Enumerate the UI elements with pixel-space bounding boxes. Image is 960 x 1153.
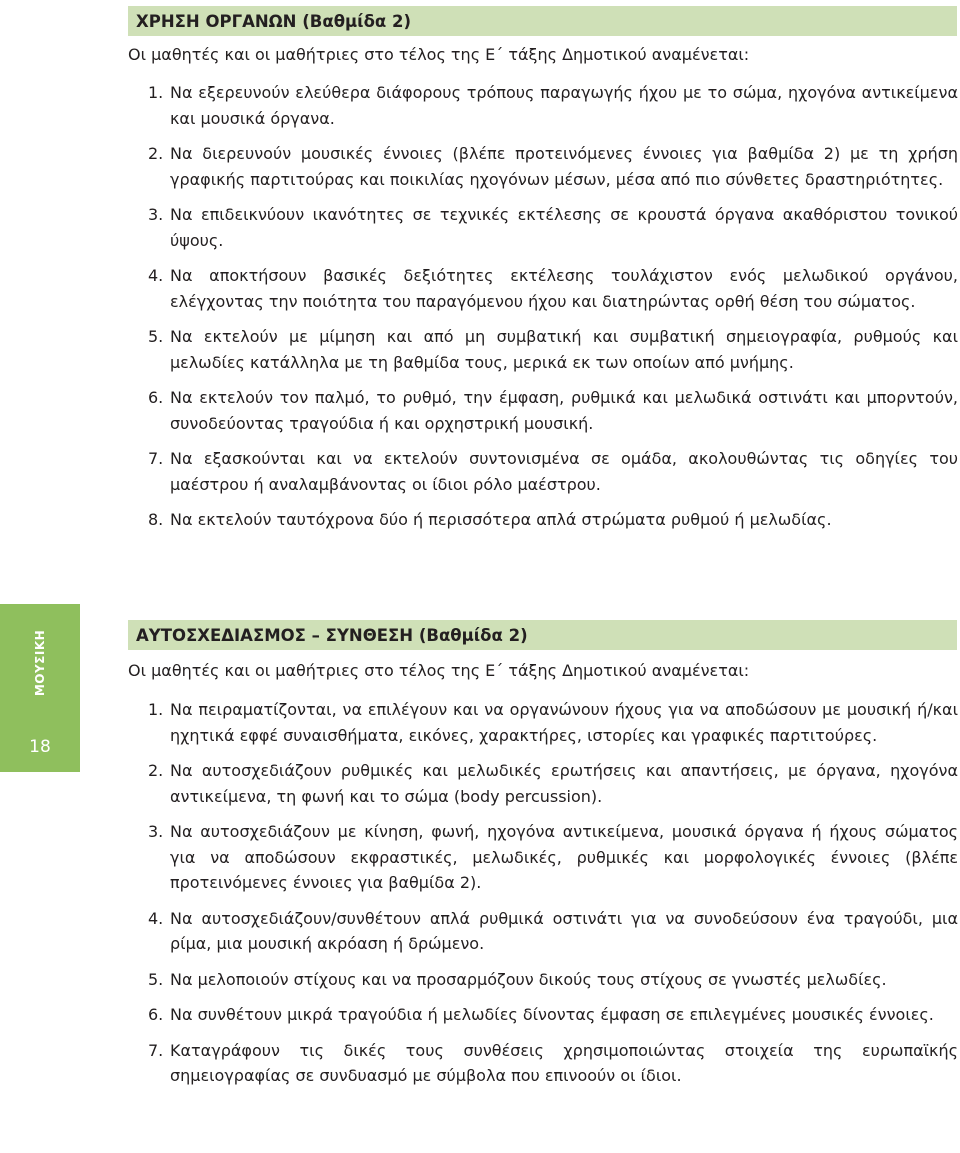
list-item: [148, 697, 958, 748]
section-heading-improvisation: [128, 620, 957, 650]
list-item: [148, 141, 958, 192]
item-text: Να αποκτήσουν βασικές δεξιότητες εκτέλεσης τουλάχιστον ενός μελωδικού οργάνου, ελέγχοντας την ποιότητα του παραγόμενου ήχου και διατηρώντας ορθή θέση του σώματος.: [170, 266, 958, 311]
item-text: Να πειραματίζονται, να επιλέγουν και να οργανώνουν ήχους για να αποδώσουν με μουσική ή/και ηχητικά εφφέ συναισθήματα, εικόνες, χαρακτήρες, ιστορίες και γραφικές παρτιτούρες.: [170, 700, 958, 745]
list-item: [148, 1038, 958, 1089]
item-text: Να εξερευνούν ελεύθερα διάφορους τρόπους παραγωγής ήχου με το σώμα, ηχογόνα αντικείμενα και μουσικά όργανα.: [170, 83, 958, 128]
item-text: Να διερευνούν μουσικές έννοιες (βλέπε προτεινόμενες έννοιες για βαθμίδα 2) με τη χρήση γραφικής παρτιτούρας και ποικιλίας ηχογόνων μέσων, μέσα από πιο σύνθετες δραστηριότητες.: [170, 144, 958, 189]
objectives-list-instruments: [148, 80, 958, 543]
section-heading-instruments: [128, 6, 957, 36]
item-number: 5.: [148, 327, 164, 346]
list-item: [148, 819, 958, 896]
item-number: 2.: [148, 761, 164, 780]
item-number: 4.: [148, 266, 164, 285]
item-number: 1.: [148, 700, 164, 719]
item-number: 3.: [148, 822, 164, 841]
item-number: 7.: [148, 449, 164, 468]
item-text: Να εξασκούνται και να εκτελούν συντονισμένα σε ομάδα, ακολουθώντας τις οδηγίες του μαέστρου ή αναλαμβάνοντας οι ίδιοι ρόλο μαέστρου.: [170, 449, 958, 494]
list-item: [148, 80, 958, 131]
section-title: ΑΥΤΟΣΧΕΔΙΑΣΜΟΣ – ΣΥΝΘΕΣΗ (Βαθμίδα 2): [136, 625, 528, 645]
item-text: Να συνθέτουν μικρά τραγούδια ή μελωδίες δίνοντας έμφαση σε επιλεγμένες μουσικές έννοιες.: [170, 1005, 934, 1024]
item-number: 3.: [148, 205, 164, 224]
item-text: Να αυτοσχεδιάζουν με κίνηση, φωνή, ηχογόνα αντικείμενα, μουσικά όργανα ή ήχους σώματος για να αποδώσουν εκφραστικές, μελωδικές, ρυθμικές και μορφολογικές έννοιες (βλέπε προτεινόμενες έννοιες για βαθμίδα 2).: [170, 822, 958, 892]
objectives-list-improvisation: [148, 697, 958, 1099]
section-title: ΧΡΗΣΗ ΟΡΓΑΝΩΝ (Βαθμίδα 2): [136, 11, 412, 31]
item-text: Να αυτοσχεδιάζουν ρυθμικές και μελωδικές ερωτήσεις και απαντήσεις, με όργανα, ηχογόνα αντικείμενα, τη φωνή και το σώμα (body percussion).: [170, 761, 958, 806]
list-item: [148, 758, 958, 809]
list-item: [148, 906, 958, 957]
section-intro: Οι μαθητές και οι μαθήτριες στο τέλος της Ε΄ τάξης Δημοτικού αναμένεται:: [128, 45, 750, 64]
list-item: [148, 202, 958, 253]
list-item: [148, 446, 958, 497]
section-intro: Οι μαθητές και οι μαθήτριες στο τέλος της Ε΄ τάξης Δημοτικού αναμένεται:: [128, 661, 750, 680]
list-item: [148, 263, 958, 314]
item-text: Να εκτελούν με μίμηση και από μη συμβατική και συμβατική σημειογραφία, ρυθμούς και μελωδίες κατάλληλα με τη βαθμίδα τους, μερικά εκ των οποίων από μνήμης.: [170, 327, 958, 372]
list-item: [148, 385, 958, 436]
item-number: 6.: [148, 388, 164, 407]
item-text: Να εκτελούν ταυτόχρονα δύο ή περισσότερα απλά στρώματα ρυθμού ή μελωδίας.: [170, 510, 832, 529]
section-label: ΜΟΥΣΙΚΗ: [33, 629, 47, 697]
item-number: 4.: [148, 908, 164, 928]
item-number: 7.: [148, 1040, 164, 1060]
list-item: [148, 507, 958, 533]
section-tab: [0, 604, 80, 722]
list-item: [148, 967, 958, 993]
item-text: Καταγράφουν τις δικές τους συνθέσεις χρησιμοποιώντας στοιχεία της ευρωπαϊκής σημειογραφίας σε συνδυασμό με σύμβολα που επινοούν οι ίδιοι.: [170, 1040, 958, 1085]
item-text: Να μελοποιούν στίχους και να προσαρμόζουν δικούς τους στίχους σε γνωστές μελωδίες.: [170, 969, 887, 989]
page-number: 18: [0, 722, 80, 772]
item-number: 1.: [148, 83, 164, 102]
item-number: 5.: [148, 969, 164, 989]
item-text: Να αυτοσχεδιάζουν/συνθέτουν απλά ρυθμικά οστινάτι για να συνοδεύσουν ένα τραγούδι, μια ρίμα, μια μουσική ακρόαση ή δρώμενο.: [170, 908, 958, 953]
item-number: 6.: [148, 1005, 164, 1024]
item-text: Να επιδεικνύουν ικανότητες σε τεχνικές εκτέλεσης σε κρουστά όργανα ακαθόριστου τονικού ύψους.: [170, 205, 958, 250]
item-number: 8.: [148, 510, 164, 529]
item-number: 2.: [148, 144, 164, 163]
item-text: Να εκτελούν τον παλμό, το ρυθμό, την έμφαση, ρυθμικά και μελωδικά οστινάτι και μπορντούν, συνοδεύοντας τραγούδια ή και ορχηστρική μουσική.: [170, 388, 958, 433]
page-margin: [0, 0, 80, 1153]
list-item: [148, 324, 958, 375]
list-item: [148, 1002, 958, 1028]
